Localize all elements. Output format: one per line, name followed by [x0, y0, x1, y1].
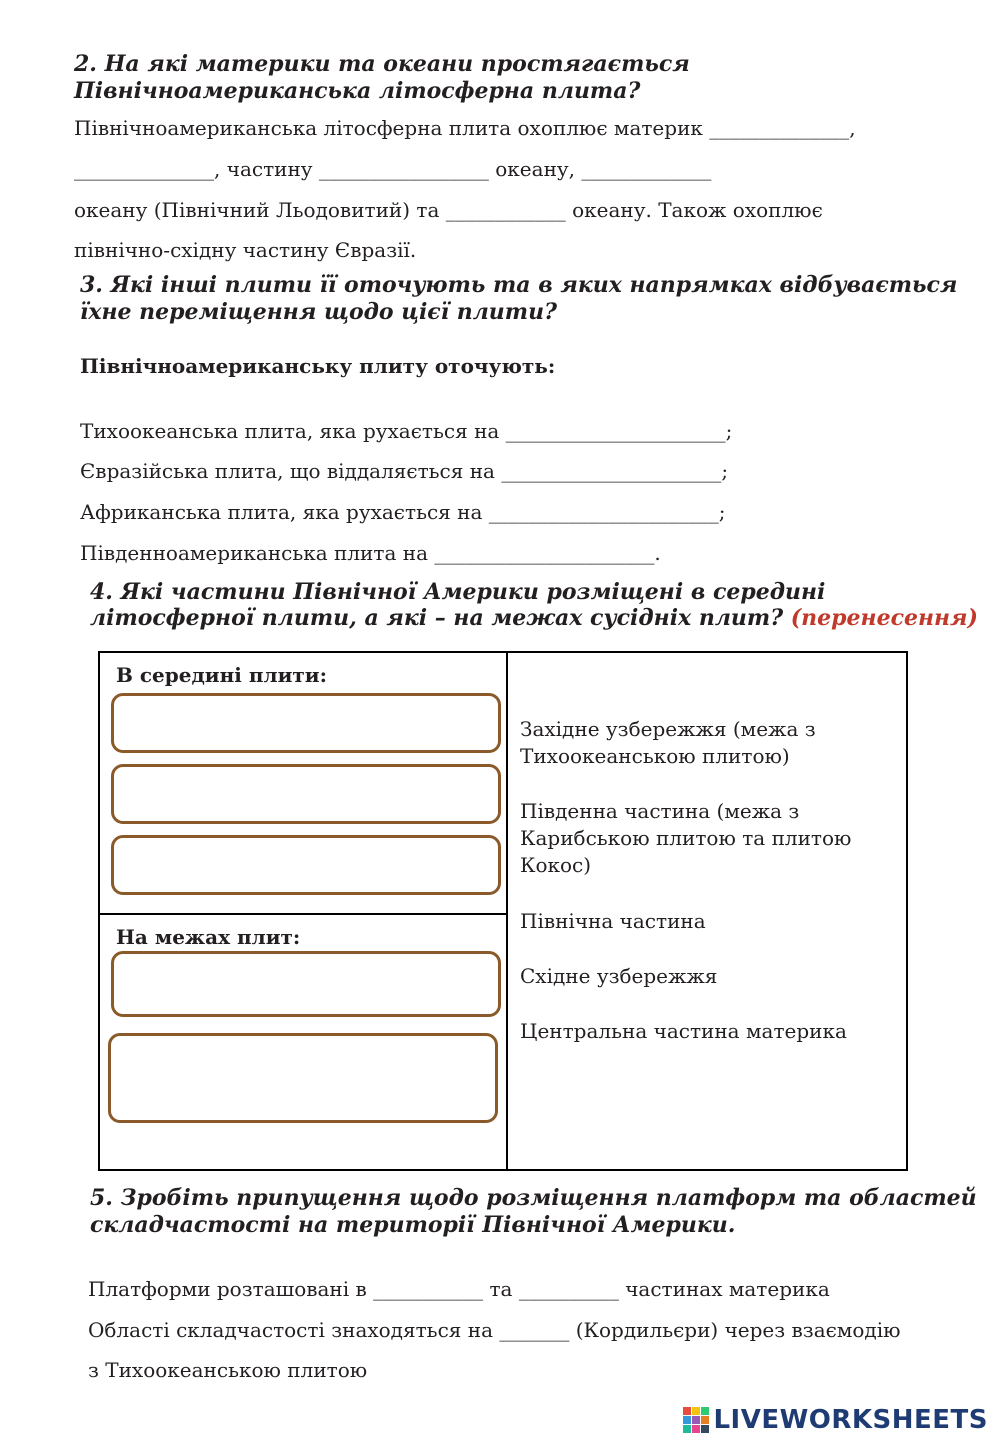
q4-title-line1: 4. Які частини Північної Америки розміщені в середині [90, 579, 826, 605]
drag-drop-table [98, 651, 908, 1171]
liveworksheets-logo-icon [683, 1407, 709, 1433]
q2-text-line1: Північноамериканська літосферна плита охоплює материк ______________, [74, 116, 856, 140]
q2-text-line2: ______________, частину _________________ океану, _____________ [74, 157, 712, 181]
q2-text-line3: океану (Північний Льодовитий) та ____________ океану. Також охоплює [74, 198, 823, 222]
q4-title-line2-text: літосферної плити, а які – на межах сусідніх плит? [90, 605, 784, 631]
q5-title-line1: 5. Зробіть припущення щодо розміщення платформ та областей [90, 1185, 977, 1211]
q3-title-line1: 3. Які інші плити її оточують та в яких напрямках відбувається [80, 272, 958, 298]
q2-title-line1: 2. На які материки та океани простягається [74, 51, 690, 77]
q4-title-note: (перенесення) [790, 605, 978, 631]
q4-title-line2 [90, 604, 978, 632]
q5-text-line3: з Тихоокеанською плитою [88, 1358, 368, 1382]
plate-borders-label: На межах плит: [116, 925, 301, 949]
q3-text-line3: Африканська плита, яка рухається на _______________________; [80, 500, 726, 524]
table-divider-vertical [506, 653, 508, 1169]
table-divider-horizontal [100, 913, 507, 915]
q3-subheading: Північноамериканську плиту оточують: [80, 354, 556, 378]
drop-slot-inside-3[interactable] [111, 835, 501, 895]
draggable-option-north[interactable]: Північна частина [520, 909, 706, 933]
drop-slot-border-1[interactable] [111, 951, 501, 1017]
drop-slot-border-2[interactable] [108, 1033, 498, 1123]
q3-title-line2: їхне переміщення щодо цієї плити? [80, 299, 557, 325]
inside-plate-label: В середині плити: [116, 663, 328, 687]
q5-title-line2: складчастості на території Північної Америки. [90, 1212, 736, 1238]
q3-text-line4: Південноамериканська плита на ______________________. [80, 541, 661, 565]
liveworksheets-logo-text: LIVEWORKSHEETS [713, 1405, 988, 1435]
liveworksheets-logo [683, 1405, 988, 1435]
draggable-option-east-coast[interactable]: Східне узбережжя [520, 964, 718, 988]
q5-text-line2: Області складчастості знаходяться на _______ (Кордильєри) через взаємодію [88, 1318, 901, 1342]
q5-text-line1: Платформи розташовані в ___________ та __________ частинах материка [88, 1277, 830, 1301]
draggable-option-south[interactable]: Південна частина (межа з Карибською плитою та плитою Кокос) [520, 799, 852, 877]
q3-text-line1: Тихоокеанська плита, яка рухається на ______________________; [80, 419, 733, 443]
q2-title-line2: Північноамериканська літосферна плита? [74, 78, 641, 104]
q2-text-line4: північно-східну частину Євразії. [74, 238, 417, 262]
drop-slot-inside-2[interactable] [111, 764, 501, 824]
draggable-option-central[interactable]: Центральна частина материка [520, 1019, 847, 1043]
drop-slot-inside-1[interactable] [111, 693, 501, 753]
draggable-option-west-coast[interactable]: Західне узбережжя (межа з Тихоокеанською плитою) [520, 717, 816, 768]
q3-text-line2: Євразійська плита, що віддаляється на ______________________; [80, 459, 729, 483]
